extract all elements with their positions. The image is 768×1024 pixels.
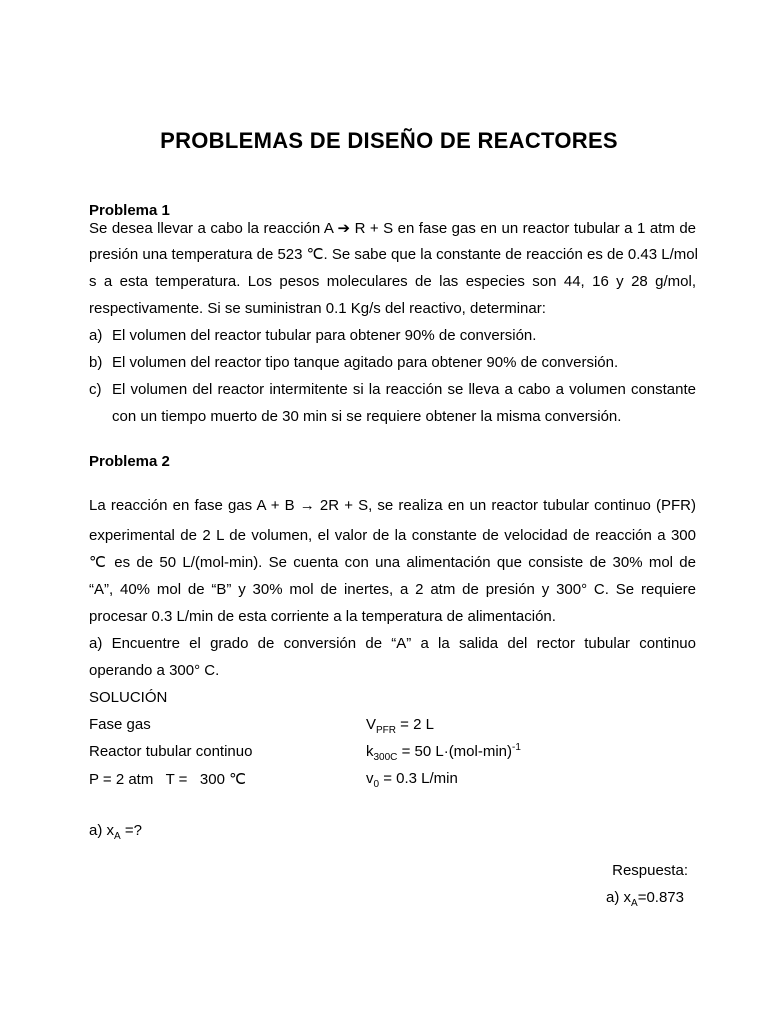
answer-prefix: a) x: [606, 889, 632, 906]
rate-constant-exponent: -1: [512, 742, 521, 753]
problem-2-line-3: ℃ es de 50 L/(mol-min). Se cuenta con una alimentación que consiste de 30% mol de: [89, 554, 696, 571]
rate-constant-value: = 50 L·(mol-min): [397, 743, 513, 760]
solution-label: SOLUCIÓN: [89, 689, 168, 706]
problem-2-line-4: “A”, 40% mol de “B” y 30% mol de inertes, a 2 atm de presión y 300° C. Se requiere: [89, 581, 696, 598]
problem-2-question-continuation: operando a 300° C.: [89, 662, 220, 679]
given-phase: Fase gas: [89, 716, 151, 733]
problem-2-line-1: La reacción en fase gas A + B → 2R + S, se realiza en un reactor tubular continuo (PFR): [89, 497, 696, 514]
unknown-conversion: [89, 822, 142, 842]
given-reactor-volume: [366, 716, 434, 736]
rate-constant-symbol: k: [366, 743, 374, 760]
answer-value: [606, 889, 684, 909]
rate-constant-subscript: 300C: [373, 752, 398, 763]
answer-number: =0.873: [637, 889, 684, 906]
reactor-volume-symbol: V: [366, 716, 377, 733]
problem-1-heading: Problema 1: [89, 202, 170, 219]
problem-1-item-b: El volumen del reactor tipo tanque agitado para obtener 90% de conversión.: [112, 354, 619, 371]
problem-2-question: a) Encuentre el grado de conversión de “A” a la salida del rector tubular continuo: [89, 635, 696, 652]
problem-1-line-2: presión una temperatura de 523 ℃. Se sabe que la constante de reacción es de 0.43 L/mol: [89, 246, 698, 263]
problem-2-line-5: procesar 0.3 L/min de esta corriente a la temperatura de alimentación.: [89, 608, 556, 625]
problem-1-item-a-letter: a): [89, 327, 103, 344]
reactor-volume-subscript: PFR: [376, 725, 397, 736]
feed-flow-value: = 0.3 L/min: [379, 770, 458, 787]
unknown-suffix: =?: [120, 822, 142, 839]
problem-1-item-c: El volumen del reactor intermitente si la reacción se lleva a cabo a volumen constante: [112, 381, 696, 398]
answer-subscript: A: [631, 898, 638, 909]
problem-1-item-b-letter: b): [89, 354, 103, 371]
problem-1-line-4: respectivamente. Si se suministran 0.1 Kg/s del reactivo, determinar:: [89, 300, 546, 317]
answer-label: Respuesta:: [612, 862, 688, 879]
feed-flow-subscript: 0: [373, 779, 380, 790]
given-pressure-temperature: P = 2 atm T = 300 ℃: [89, 771, 246, 788]
unknown-subscript: A: [114, 831, 121, 842]
problem-1-item-c-letter: c): [89, 381, 102, 398]
given-feed-flow: [366, 770, 458, 790]
problem-1-line-3: s a esta temperatura. Los pesos moleculares de las especies son 44, 16 y 28 g/mol,: [89, 273, 696, 290]
unknown-prefix: a) x: [89, 822, 115, 839]
given-rate-constant: [366, 742, 521, 763]
given-reactor-type: Reactor tubular continuo: [89, 743, 253, 760]
problem-2-line-2: experimental de 2 L de volumen, el valor de la constante de velocidad de reacción a 300: [89, 527, 696, 544]
problem-1-item-a: El volumen del reactor tubular para obtener 90% de conversión.: [112, 327, 537, 344]
reactor-volume-value: = 2 L: [396, 716, 434, 733]
problem-2-heading: Problema 2: [89, 453, 170, 470]
page-title: PROBLEMAS DE DISEÑO DE REACTORES: [160, 128, 618, 153]
problem-1-line-1: Se desea llevar a cabo la reacción A ➔ R + S en fase gas en un reactor tubular a 1 atm de: [89, 220, 696, 237]
feed-flow-symbol: v: [366, 770, 374, 787]
problem-1-item-c-continuation: con un tiempo muerto de 30 min si se requiere obtener la misma conversión.: [112, 408, 622, 425]
